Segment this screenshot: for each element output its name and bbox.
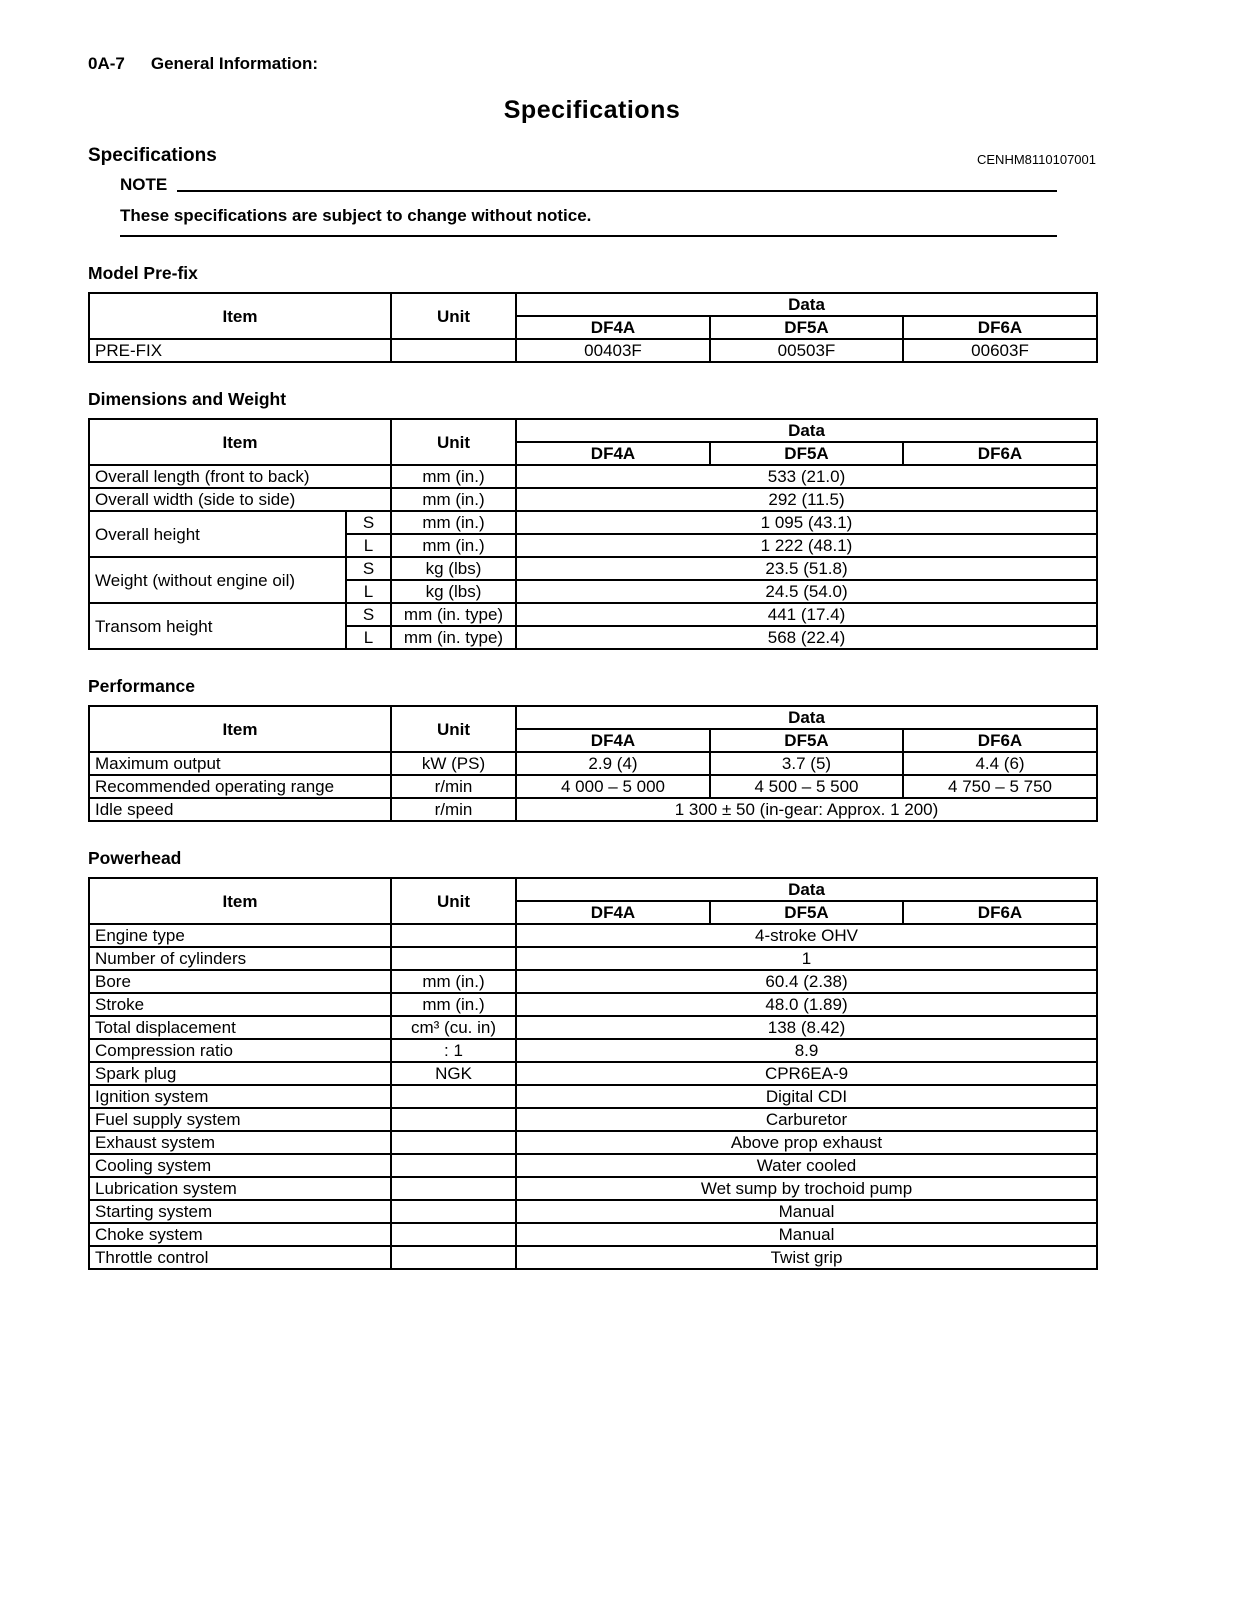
- page-number: 0A-7: [88, 54, 125, 73]
- note-label: NOTE: [120, 175, 168, 194]
- table-row: [89, 1131, 1097, 1154]
- table-row: [89, 752, 1097, 775]
- doc-title: Specifications: [503, 96, 681, 124]
- table-row: [89, 947, 1097, 970]
- table-row: [89, 1223, 1097, 1246]
- item-cell: Ignition system: [89, 1085, 391, 1108]
- section-model-prefix: [88, 263, 1096, 363]
- unit-cell: mm (in.): [391, 534, 516, 557]
- header-row-1: [89, 706, 1097, 729]
- unit-cell: [391, 1177, 516, 1200]
- unit-cell: : 1: [391, 1039, 516, 1062]
- table-row: [89, 603, 1097, 626]
- unit-cell: mm (in.): [391, 465, 516, 488]
- item-cell: Number of cylinders: [89, 947, 391, 970]
- item-cell: Spark plug: [89, 1062, 391, 1085]
- item-cell: Maximum output: [89, 752, 391, 775]
- table-row: [89, 488, 1097, 511]
- unit-cell: mm (in.): [391, 970, 516, 993]
- col-header-model: DF5A: [710, 442, 903, 465]
- unit-cell: r/min: [391, 798, 516, 821]
- unit-cell: [391, 1085, 516, 1108]
- chapter-title: General Information:: [150, 54, 319, 73]
- table-head: [89, 878, 1097, 924]
- item-cell: Cooling system: [89, 1154, 391, 1177]
- spec-table-model-prefix: [88, 292, 1098, 363]
- col-header-item: Item: [89, 419, 391, 465]
- table-body: [89, 924, 1097, 1269]
- value-cell: Twist grip: [516, 1246, 1097, 1269]
- item-cell: Engine type: [89, 924, 391, 947]
- section-title-model-prefix: Model Pre-fix: [88, 263, 198, 283]
- item-cell: Overall height: [89, 511, 346, 557]
- table-body: [89, 752, 1097, 821]
- table-row: [89, 993, 1097, 1016]
- table-row: [89, 1039, 1097, 1062]
- table-row: [89, 775, 1097, 798]
- value-cell: 4 750 – 5 750: [903, 775, 1097, 798]
- sub-label-cell: L: [346, 626, 391, 649]
- col-header-data: Data: [516, 419, 1097, 442]
- col-header-item: Item: [89, 293, 391, 339]
- item-cell: PRE-FIX: [89, 339, 391, 362]
- item-cell: Total displacement: [89, 1016, 391, 1039]
- col-header-model: DF4A: [516, 442, 710, 465]
- sub-label-cell: L: [346, 534, 391, 557]
- value-cell: 441 (17.4): [516, 603, 1097, 626]
- tables-root: [88, 263, 1096, 1270]
- value-cell: 292 (11.5): [516, 488, 1097, 511]
- col-header-item: Item: [89, 878, 391, 924]
- document-code: CENHM8110107001: [977, 152, 1096, 167]
- item-cell: Recommended operating range: [89, 775, 391, 798]
- header-row-1: [89, 419, 1097, 442]
- col-header-model: DF4A: [516, 729, 710, 752]
- col-header-model: DF4A: [516, 316, 710, 339]
- value-cell: Manual: [516, 1223, 1097, 1246]
- item-cell: Overall width (side to side): [89, 488, 391, 511]
- table-row: [89, 339, 1097, 362]
- table-row: [89, 1154, 1097, 1177]
- value-cell: 8.9: [516, 1039, 1097, 1062]
- value-cell: Water cooled: [516, 1154, 1097, 1177]
- unit-cell: mm (in.): [391, 511, 516, 534]
- unit-cell: [391, 1108, 516, 1131]
- item-cell: Bore: [89, 970, 391, 993]
- header-row-1: [89, 878, 1097, 901]
- section-dimensions-weight: [88, 389, 1096, 650]
- unit-cell: r/min: [391, 775, 516, 798]
- table-body: [89, 465, 1097, 649]
- table-head: [89, 419, 1097, 465]
- unit-cell: [391, 1131, 516, 1154]
- value-cell: CPR6EA-9: [516, 1062, 1097, 1085]
- item-cell: Idle speed: [89, 798, 391, 821]
- value-cell: 4.4 (6): [903, 752, 1097, 775]
- table-row: [89, 1108, 1097, 1131]
- item-cell: Weight (without engine oil): [89, 557, 346, 603]
- section-powerhead: [88, 848, 1096, 1270]
- unit-cell: [391, 1223, 516, 1246]
- section-head-row: [88, 145, 1096, 167]
- col-header-model: DF6A: [903, 442, 1097, 465]
- unit-cell: cm³ (cu. in): [391, 1016, 516, 1039]
- value-cell: Wet sump by trochoid pump: [516, 1177, 1097, 1200]
- value-cell: 568 (22.4): [516, 626, 1097, 649]
- unit-cell: [391, 947, 516, 970]
- value-cell: 00603F: [903, 339, 1097, 362]
- unit-cell: mm (in.): [391, 488, 516, 511]
- col-header-data: Data: [516, 293, 1097, 316]
- col-header-model: DF4A: [516, 901, 710, 924]
- table-row: [89, 970, 1097, 993]
- spec-table-performance: [88, 705, 1098, 822]
- col-header-model: DF6A: [903, 729, 1097, 752]
- table-head: [89, 293, 1097, 339]
- col-header-model: DF6A: [903, 316, 1097, 339]
- table-row: [89, 557, 1097, 580]
- sub-label-cell: L: [346, 580, 391, 603]
- value-cell: 4 500 – 5 500: [710, 775, 903, 798]
- note-text: These specifications are subject to change without notice.: [120, 206, 1057, 237]
- value-cell: 24.5 (54.0): [516, 580, 1097, 603]
- table-row: [89, 511, 1097, 534]
- value-cell: Carburetor: [516, 1108, 1097, 1131]
- section-title-performance: Performance: [88, 676, 195, 696]
- item-cell: Choke system: [89, 1223, 391, 1246]
- spec-table-dimensions-weight: [88, 418, 1098, 650]
- col-header-unit: Unit: [391, 706, 516, 752]
- value-cell: 48.0 (1.89): [516, 993, 1097, 1016]
- value-cell: 1 095 (43.1): [516, 511, 1097, 534]
- col-header-data: Data: [516, 706, 1097, 729]
- section-performance: [88, 676, 1096, 822]
- section-title-dimensions-weight: Dimensions and Weight: [88, 389, 287, 409]
- value-cell: 2.9 (4): [516, 752, 710, 775]
- col-header-unit: Unit: [391, 293, 516, 339]
- value-cell: 3.7 (5): [710, 752, 903, 775]
- item-cell: Starting system: [89, 1200, 391, 1223]
- sub-label-cell: S: [346, 557, 391, 580]
- section-title-powerhead: Powerhead: [88, 848, 182, 868]
- table-row: [89, 924, 1097, 947]
- table-row: [89, 1062, 1097, 1085]
- item-cell: Stroke: [89, 993, 391, 1016]
- item-cell: Fuel supply system: [89, 1108, 391, 1131]
- value-cell: Manual: [516, 1200, 1097, 1223]
- table-row: [89, 1177, 1097, 1200]
- unit-cell: mm (in. type): [391, 626, 516, 649]
- spec-table-powerhead: [88, 877, 1098, 1270]
- unit-cell: kg (lbs): [391, 580, 516, 603]
- unit-cell: [391, 1246, 516, 1269]
- col-header-item: Item: [89, 706, 391, 752]
- table-row: [89, 1246, 1097, 1269]
- item-cell: Throttle control: [89, 1246, 391, 1269]
- item-cell: Lubrication system: [89, 1177, 391, 1200]
- table-row: [89, 1085, 1097, 1108]
- value-cell: 23.5 (51.8): [516, 557, 1097, 580]
- note-label-row: [120, 175, 1057, 195]
- value-cell: 138 (8.42): [516, 1016, 1097, 1039]
- col-header-unit: Unit: [391, 878, 516, 924]
- unit-cell: kW (PS): [391, 752, 516, 775]
- unit-cell: [391, 1200, 516, 1223]
- value-cell: 4 000 – 5 000: [516, 775, 710, 798]
- table-row: [89, 1016, 1097, 1039]
- value-cell: Digital CDI: [516, 1085, 1097, 1108]
- unit-cell: mm (in. type): [391, 603, 516, 626]
- sub-label-cell: S: [346, 511, 391, 534]
- table-row: [89, 1200, 1097, 1223]
- unit-cell: [391, 924, 516, 947]
- specifications-heading: Specifications: [88, 145, 217, 166]
- item-cell: Transom height: [89, 603, 346, 649]
- item-cell: Overall length (front to back): [89, 465, 391, 488]
- note-block: [120, 175, 1057, 237]
- unit-cell: [391, 339, 516, 362]
- unit-cell: mm (in.): [391, 993, 516, 1016]
- col-header-model: DF5A: [710, 729, 903, 752]
- col-header-model: DF6A: [903, 901, 1097, 924]
- unit-cell: [391, 1154, 516, 1177]
- table-body: [89, 339, 1097, 362]
- col-header-model: DF5A: [710, 901, 903, 924]
- value-cell: 533 (21.0): [516, 465, 1097, 488]
- value-cell: 1: [516, 947, 1097, 970]
- table-head: [89, 706, 1097, 752]
- value-cell: 00503F: [710, 339, 903, 362]
- unit-cell: NGK: [391, 1062, 516, 1085]
- col-header-data: Data: [516, 878, 1097, 901]
- col-header-unit: Unit: [391, 419, 516, 465]
- sub-label-cell: S: [346, 603, 391, 626]
- value-cell: 1 222 (48.1): [516, 534, 1097, 557]
- note-divider: [177, 190, 1057, 192]
- item-cell: Compression ratio: [89, 1039, 391, 1062]
- value-cell: 4-stroke OHV: [516, 924, 1097, 947]
- page-header: [88, 54, 1096, 74]
- table-row: [89, 798, 1097, 821]
- value-cell: 60.4 (2.38): [516, 970, 1097, 993]
- value-cell: 1 300 ± 50 (in-gear: Approx. 1 200): [516, 798, 1097, 821]
- value-cell: Above prop exhaust: [516, 1131, 1097, 1154]
- value-cell: 00403F: [516, 339, 710, 362]
- item-cell: Exhaust system: [89, 1131, 391, 1154]
- unit-cell: kg (lbs): [391, 557, 516, 580]
- header-row-1: [89, 293, 1097, 316]
- col-header-model: DF5A: [710, 316, 903, 339]
- table-row: [89, 465, 1097, 488]
